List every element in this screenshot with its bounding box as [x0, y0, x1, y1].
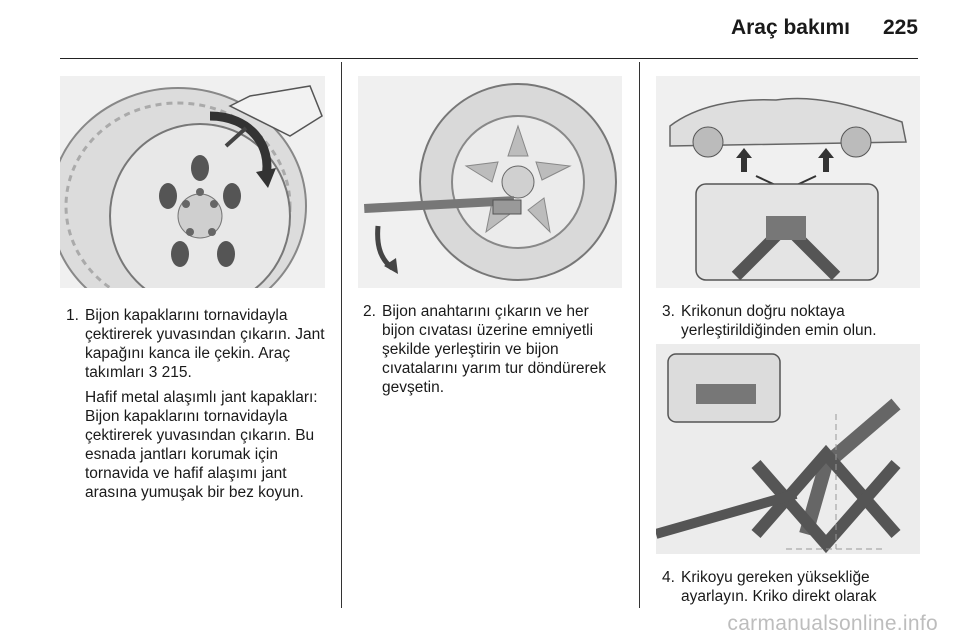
figure-lug-wrench [358, 76, 622, 288]
section-title: Araç bakımı [730, 16, 850, 39]
watermark: carmanualsonline.info [727, 612, 938, 635]
step-text: Bijon kapaklarını tornavidayla çektirerek yuvasından çıkarın. Jant kapağını kanca ile çekin. Araç takımları 3 215. [85, 307, 325, 381]
step-1 [66, 306, 328, 508]
figure-wheel-cover-removal [60, 76, 325, 288]
column-divider-2 [639, 62, 640, 608]
step-text: Krikoyu gereken yüksekliğe ayarlayın. Kriko direkt olarak [681, 569, 877, 605]
figure-jack-position [656, 76, 920, 288]
step-4 [662, 568, 924, 612]
step-2 [363, 302, 625, 403]
header-rule [60, 58, 918, 59]
column-divider-1 [341, 62, 342, 608]
figure-jack-detail [656, 344, 920, 554]
step-3 [662, 302, 924, 346]
page-header [0, 0, 960, 62]
step-number: 3. [662, 303, 675, 320]
step-text: Bijon anahtarını çıkarın ve her bijon cıvatası üzerine emniyetli şekilde yerleştirin ve bijon cıvatalarını yarım tur döndürerek gevşetin. [382, 303, 606, 396]
step-number: 2. [363, 303, 376, 320]
page-number: 225 [882, 16, 918, 39]
step-text: Krikonun doğru noktaya yerleştirildiğinden emin olun. [681, 303, 877, 339]
step-text: Hafif metal alaşımlı jant kapakları: Bijon kapaklarını tornavidayla çektirerek yuvasından çıkarın. Bu esnada jantları korumak için tornavida ve hafif alaşımı jant arasına yumuşak bir bez koyun. [85, 389, 318, 501]
step-number: 1. [66, 307, 79, 324]
step-number: 4. [662, 569, 675, 586]
